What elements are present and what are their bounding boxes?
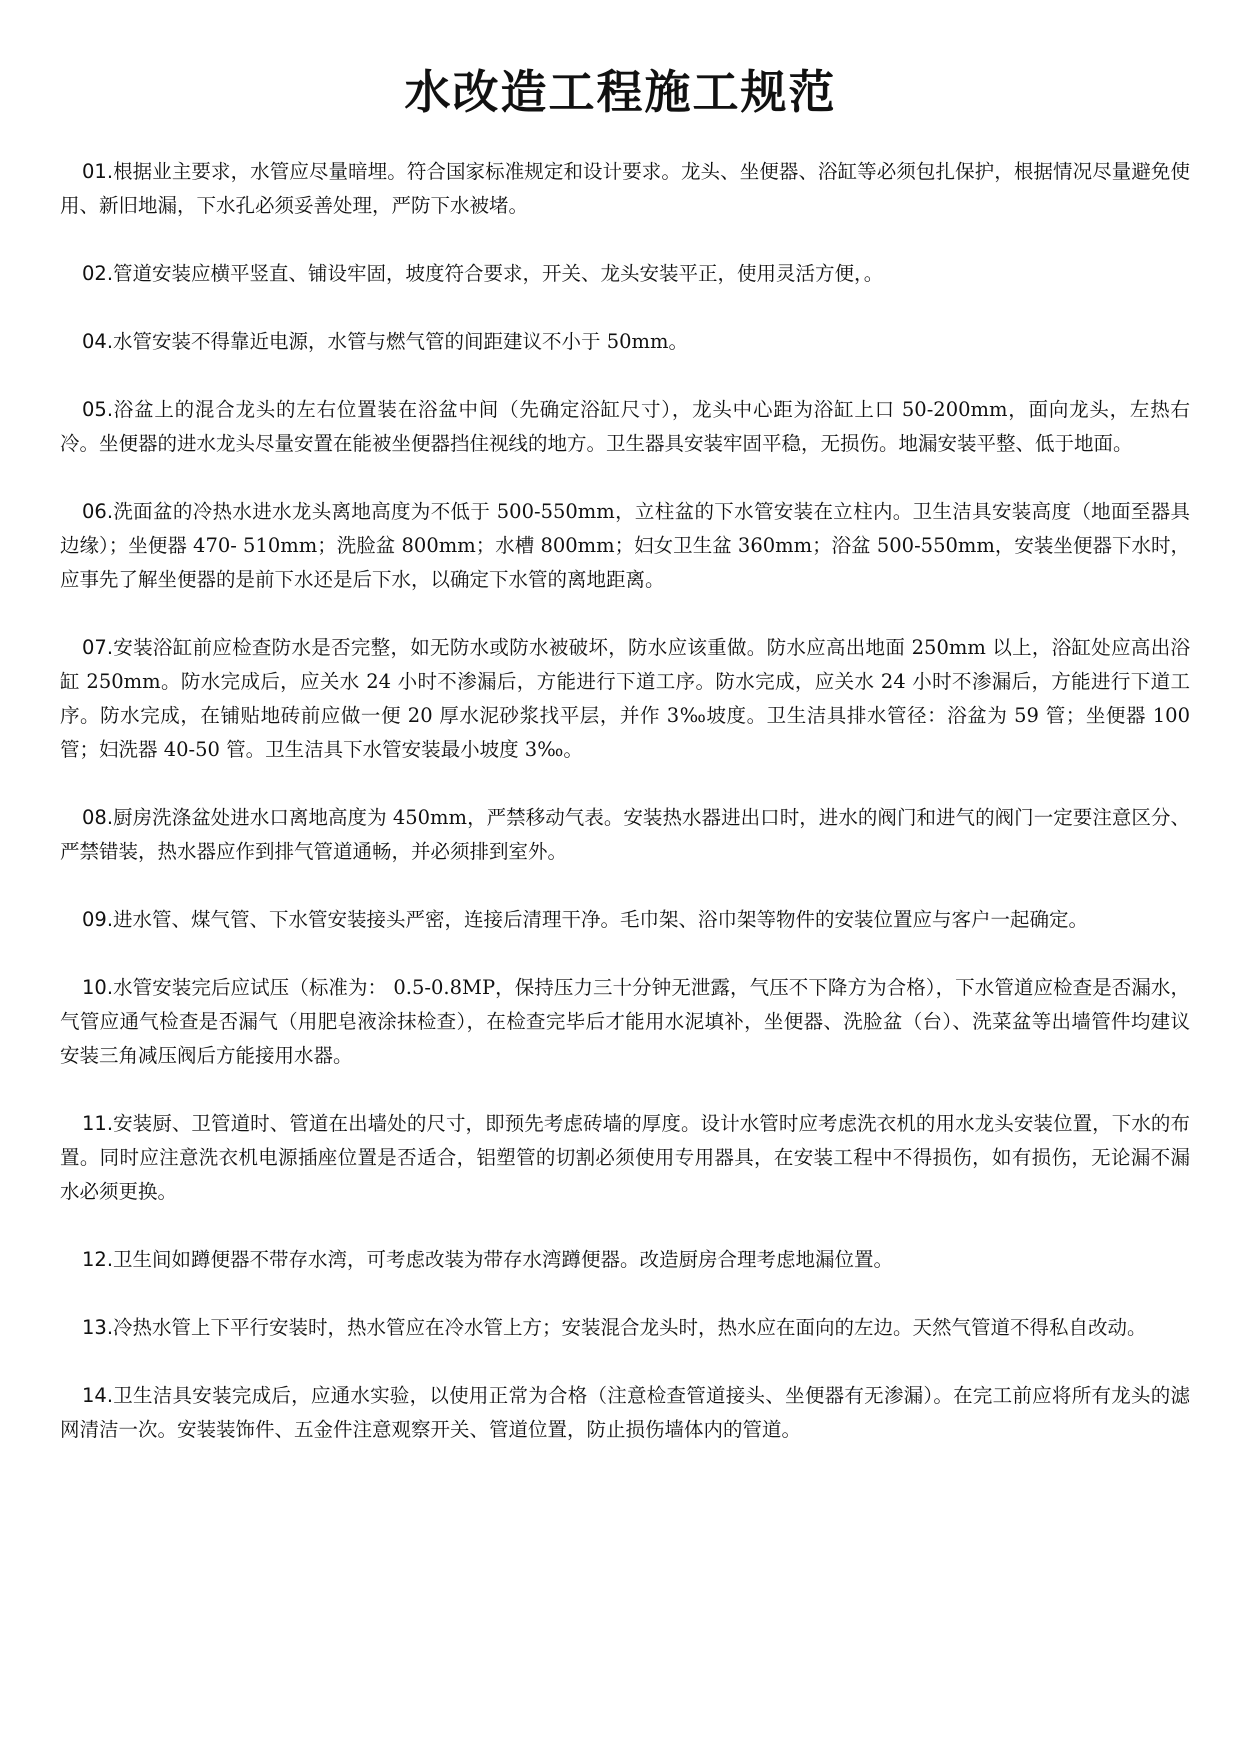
clause-text: 进水管、煤气管、下水管安装接头严密，连接后清理干净。毛巾架、浴巾架等物件的安装位置应与客户一起确定。: [113, 908, 1089, 931]
clause-number: 06.: [82, 500, 114, 523]
clause-paragraph: [60, 1107, 1190, 1209]
clause-number: 05.: [82, 398, 114, 421]
clause-text: 卫生洁具安装完成后，应通水实验，以使用正常为合格（注意检查管道接头、坐便器有无渗漏）。在完工前应将所有龙头的滤网清洁一次。安装装饰件、五金件注意观察开关、管道位置，防止损伤墙体内的管道。: [60, 1384, 1190, 1441]
clause-number: 04.: [82, 330, 114, 353]
clause-paragraph: [60, 631, 1190, 767]
clause-text: 管道安装应横平竖直、铺设牢固，坡度符合要求，开关、龙头安装平正，使用灵活方便，。: [113, 262, 884, 285]
clause-text: 根据业主要求，水管应尽量暗埋。符合国家标准规定和设计要求。龙头、坐便器、浴缸等必须包扎保护，根据情况尽量避免使用、新旧地漏，下水孔必须妥善处理，严防下水被堵。: [60, 160, 1190, 217]
clause-number: 10.: [82, 976, 114, 999]
document-body: [60, 155, 1190, 1447]
clause-number: 12.: [82, 1248, 114, 1271]
clause-text: 水管安装不得靠近电源，水管与燃气管的间距建议不小于 50mm。: [113, 330, 689, 353]
clause-text: 厨房洗涤盆处进水口离地高度为 450mm，严禁移动气表。安装热水器进出口时，进水的阀门和进气的阀门一定要注意区分、严禁错装，热水器应作到排气管道通畅，并必须排到室外。: [60, 806, 1190, 863]
clause-text: 水管安装完后应试压（标准为： 0.5-0.8MP，保持压力三十分钟无泄露，气压不下降方为合格），下水管道应检查是否漏水，气管应通气检查是否漏气（用肥皂液涂抹检查），在检查完毕后才能用水泥填补，坐便器、洗脸盆（台）、洗菜盆等出墙管件均建议安装三角减压阀后方能接用水器。: [60, 976, 1190, 1067]
clause-text: 安装厨、卫管道时、管道在出墙处的尺寸，即预先考虑砖墙的厚度。设计水管时应考虑洗衣机的用水龙头安装位置，下水的布置。同时应注意洗衣机电源插座位置是否适合，铝塑管的切割必须使用专用器具，在安装工程中不得损伤，如有损伤，无论漏不漏水必须更换。: [60, 1112, 1190, 1203]
clause-number: 02.: [82, 262, 114, 285]
clause-number: 09.: [82, 908, 114, 931]
clause-number: 01.: [82, 160, 114, 183]
clause-text: 冷热水管上下平行安装时，热水管应在冷水管上方；安装混合龙头时，热水应在面向的左边。天然气管道不得私自改动。: [113, 1316, 1147, 1339]
clause-paragraph: [60, 257, 1190, 291]
clause-paragraph: [60, 1379, 1190, 1447]
clause-number: 14.: [82, 1384, 114, 1407]
clause-text: 浴盆上的混合龙头的左右位置装在浴盆中间（先确定浴缸尺寸），龙头中心距为浴缸上口 50-200mm，面向龙头，左热右冷。坐便器的进水龙头尽量安置在能被坐便器挡住视线的地方。卫生器具安装牢固平稳，无损伤。地漏安装平整、低于地面。: [60, 398, 1190, 455]
clause-paragraph: [60, 903, 1190, 937]
clause-text: 洗面盆的冷热水进水龙头离地高度为不低于 500-550mm，立柱盆的下水管安装在立柱内。卫生洁具安装高度（地面至器具边缘）；坐便器 470- 510mm；洗脸盆 800mm；水槽 800mm；妇女卫生盆 360mm；浴盆 500-550mm，安装坐便器下水时，应事先了解坐便器的是前下水还是后下水，以确定下水管的离地距离。: [60, 500, 1190, 591]
clause-number: 07.: [82, 636, 114, 659]
clause-text: 卫生间如蹲便器不带存水湾，可考虑改装为带存水湾蹲便器。改造厨房合理考虑地漏位置。: [113, 1248, 894, 1271]
clause-paragraph: [60, 801, 1190, 869]
clause-paragraph: [60, 495, 1190, 597]
clause-text: 安装浴缸前应检查防水是否完整，如无防水或防水被破坏，防水应该重做。防水应高出地面 250mm 以上，浴缸处应高出浴缸 250mm。防水完成后，应关水 24 小时不渗漏后，方能进行下道工序。防水完成，应关水 24 小时不渗漏后，方能进行下道工序。防水完成，在铺贴地砖前应做一便 20 厚水泥砂浆找平层，并作 3‰坡度。卫生洁具排水管径：浴盆为 59 管；坐便器 100 管；妇洗器 40-50 管。卫生洁具下水管安装最小坡度 3‰。: [60, 636, 1190, 761]
clause-paragraph: [60, 1311, 1190, 1345]
clause-paragraph: [60, 155, 1190, 223]
clause-paragraph: [60, 1243, 1190, 1277]
document-title: 水改造工程施工规范: [404, 65, 837, 119]
clause-number: 08.: [82, 806, 114, 829]
clause-number: 13.: [82, 1316, 114, 1339]
clause-paragraph: [60, 325, 1190, 359]
clause-paragraph: [60, 393, 1190, 461]
clause-paragraph: [60, 971, 1190, 1073]
clause-number: 11.: [82, 1112, 114, 1135]
